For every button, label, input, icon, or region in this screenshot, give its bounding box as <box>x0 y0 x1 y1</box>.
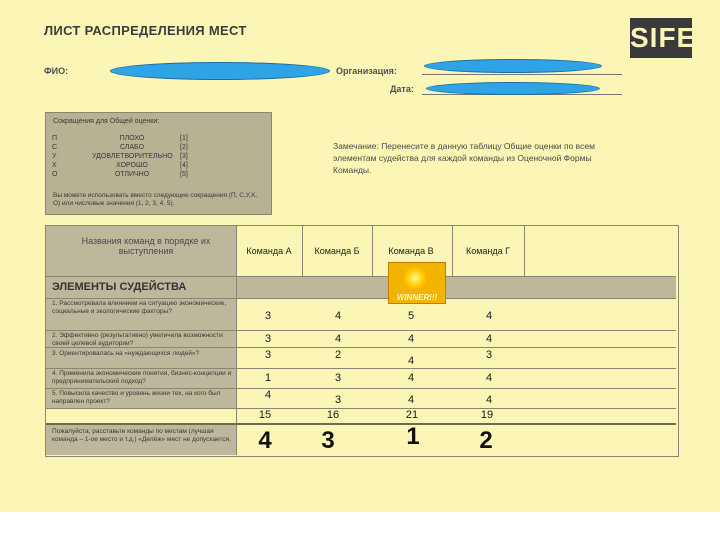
sun-icon <box>403 266 427 290</box>
team-header-g: Команда Г <box>465 246 511 256</box>
score-cell: 3 <box>264 349 272 361</box>
date-label: Дата: <box>390 84 414 94</box>
col-sep <box>524 226 525 276</box>
fio-label: ФИО: <box>44 66 69 76</box>
score-cell: 4 <box>485 310 493 322</box>
score-cell: 3 <box>264 333 272 345</box>
rank-cell: 3 <box>321 427 335 454</box>
legend-title: Сокращения для Общей оценки: <box>53 118 160 125</box>
rank-cell: 1 <box>406 423 420 450</box>
team-order-header: Названия команд в порядке их выступления <box>81 236 211 256</box>
score-cell: 3 <box>334 372 342 384</box>
criterion-3: 3. Ориентировалась на «нуждающихся людей»? <box>52 350 200 357</box>
team-header-a: Команда А <box>246 246 292 256</box>
row-sep <box>46 330 676 331</box>
row-sep <box>46 408 676 409</box>
criterion-4: 4. Применила экономические понятия, бизнес-концепции и предпринимательский подход? <box>52 370 232 385</box>
legend-note: Вы можете использовать вместо следующие сокращения (П, С,У,Х, О) или числовые значения (1, 2, 3, 4, 5). <box>53 192 257 207</box>
total-cell: 21 <box>405 409 419 421</box>
rank-cell: 4 <box>258 427 272 454</box>
score-cell: 1 <box>264 372 272 384</box>
total-cell: 16 <box>326 409 340 421</box>
score-cell: 4 <box>334 310 342 322</box>
total-cell: 19 <box>480 409 494 421</box>
score-cell: 3 <box>485 349 493 361</box>
section-title: ЭЛЕМЕНТЫ СУДЕЙСТВА <box>52 281 187 293</box>
score-cell: 3 <box>264 310 272 322</box>
legend-box: Сокращения для Общей оценки: П ПЛОХО [1] С СЛАБО [2] У УДОВЛЕТВОРИТЕЛЬНО [3] Х ХОРОШО [4] О ОТЛИЧНО [5] Вы можете использовать вместо следующие сокращения (П, С,У,Х, О) или числовые значения (1, 2, 3, 4, 5). <box>45 112 272 215</box>
rank-cell: 2 <box>479 427 493 454</box>
org-line <box>422 74 622 75</box>
score-cell: 4 <box>485 372 493 384</box>
score-cell: 4 <box>334 333 342 345</box>
team-header-v: Команда В <box>388 246 434 256</box>
score-cell: 4 <box>485 333 493 345</box>
rank-instruction: Пожалуйста, расставьте команды по местам (лучшая команда – 1-ое место и т.д.) «Делёж» мест не допускается. <box>52 428 231 443</box>
criterion-1: 1. Рассмотревала влиянием на ситуацию экономические, социальные и экологические факторы? <box>52 300 227 315</box>
org-label: Организация: <box>336 66 397 76</box>
score-cell: 5 <box>407 310 415 322</box>
remark-text: Замечание: Перенесите в данную таблицу Общие оценки по всем элементам судейства для каждой команды из Оценочной Формы Команды. <box>333 141 595 175</box>
score-cell: 4 <box>407 372 415 384</box>
date-redaction <box>426 82 600 95</box>
winner-badge <box>388 262 446 304</box>
col-sep <box>372 226 373 276</box>
row-sep <box>46 368 676 369</box>
row-sep <box>46 388 676 389</box>
page-title: ЛИСТ РАСПРЕДЕЛЕНИЯ МЕСТ <box>44 23 247 38</box>
score-cell: 3 <box>334 394 342 406</box>
winner-label: WINNER!!! <box>396 293 438 302</box>
criterion-2: 2. Эффективно (результативно) увеличила возможности своей целевой аудитории? <box>52 332 223 347</box>
sife-logo: SIFE <box>630 18 692 58</box>
score-cell: 4 <box>485 394 493 406</box>
row-sep <box>46 276 676 277</box>
org-redaction <box>424 59 602 73</box>
criterion-5: 5. Повысила качество и уровень жизни тех, на кого был направлен проект? <box>52 390 221 405</box>
row-sep <box>46 298 676 299</box>
score-cell: 2 <box>334 349 342 361</box>
row-sep <box>46 423 676 425</box>
score-cell: 4 <box>407 333 415 345</box>
team-header-b: Команда Б <box>314 246 360 256</box>
fio-redaction <box>110 62 330 80</box>
score-cell: 4 <box>407 394 415 406</box>
score-cell: 4 <box>407 355 415 367</box>
total-cell: 15 <box>258 409 272 421</box>
score-cell: 4 <box>264 389 272 401</box>
